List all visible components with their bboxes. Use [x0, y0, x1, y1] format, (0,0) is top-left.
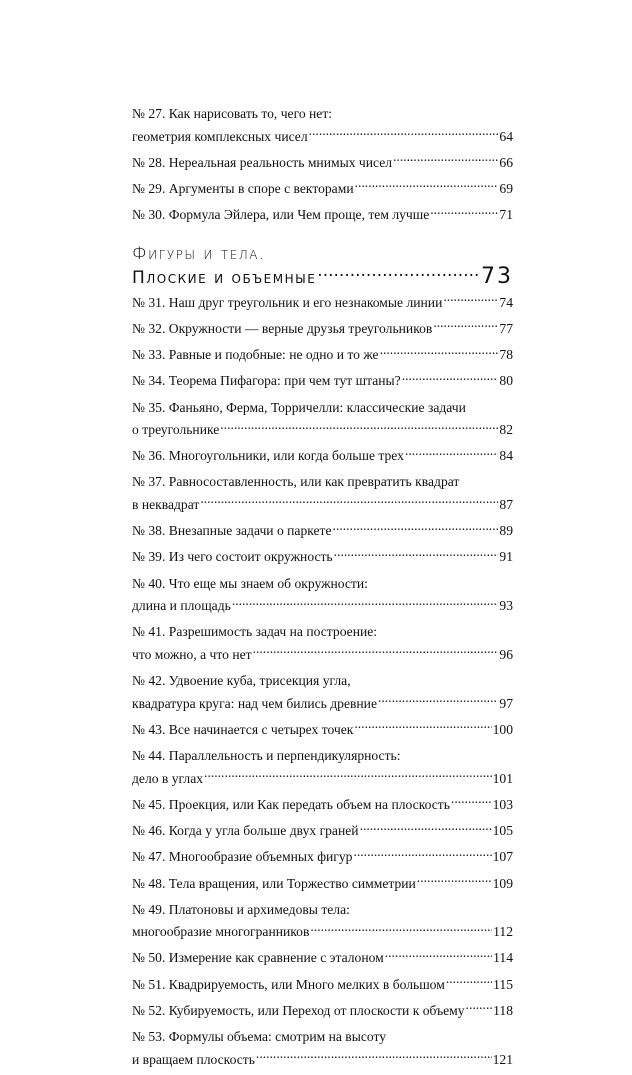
toc-entry-row: [132, 494, 513, 517]
toc-entry-title: № 28. Нереальная реальность мнимых чисел: [132, 154, 393, 170]
toc-entry: [132, 670, 513, 715]
toc-entry-title: № 31. Наш друг треугольник и его незнакомые линии: [132, 294, 443, 310]
toc-entry: [132, 520, 513, 543]
toc-entry-title-line: № 40. Что еще мы знаем об окружности:: [132, 575, 368, 591]
toc-entry-row: [132, 292, 513, 315]
toc-entry-title: что можно, а что нет: [132, 647, 252, 662]
toc-entry-row: [132, 794, 513, 817]
toc-entry-title: № 45. Проекция, или Как передать объем на плоскость: [132, 796, 450, 812]
toc-entry-title: № 52. Кубируемость, или Переход от плоскости к объему: [132, 1002, 465, 1018]
toc-entry-title: и вращаем плоскость: [132, 1051, 255, 1067]
toc-page-number: 69: [499, 180, 513, 196]
toc-entry-title-line: № 27. Как нарисовать то, чего нет:: [132, 106, 333, 121]
toc-page-number: 87: [499, 497, 513, 513]
toc-page-number: 64: [499, 128, 513, 144]
toc-entry-title: дело в углах: [132, 770, 204, 786]
toc-page-number: 84: [499, 448, 513, 464]
toc-page-number: 82: [499, 422, 513, 438]
toc-entry: [132, 445, 513, 468]
toc-page-number: 93: [499, 598, 513, 614]
toc-page-number: 100: [492, 721, 513, 737]
toc-entry: [132, 292, 513, 315]
toc-entry-row: [132, 873, 513, 896]
leader-dots: [430, 206, 498, 220]
leader-dots: [200, 495, 498, 509]
toc-page-number: 66: [499, 154, 513, 170]
toc-entry: [132, 397, 513, 442]
toc-entry-title: № 46. Когда у угла больше двух граней: [132, 823, 359, 839]
leader-dots: [354, 720, 491, 734]
toc-entry-title: № 38. Внезапные задачи о паркете: [132, 523, 332, 539]
toc-page-number: 97: [499, 695, 513, 711]
toc-entry-title-line: № 44. Параллельность и перпендикулярность:: [132, 748, 401, 764]
leader-dots: [466, 1001, 493, 1015]
toc-entry-title: № 48. Тела вращения, или Торжество симметрии: [132, 875, 416, 891]
toc-entry-title: длина и площадь: [132, 598, 231, 614]
toc-entry-title: в неквадрат: [132, 497, 200, 513]
toc-entry-row: [132, 693, 513, 716]
toc-entry-row: [132, 921, 513, 944]
toc-page-number: 101: [492, 770, 513, 786]
leader-dots: [256, 1050, 492, 1064]
leader-dots: [355, 179, 499, 193]
toc-entry-row: [132, 768, 513, 791]
toc-page-number: 114: [493, 950, 513, 966]
toc-entry: [132, 546, 513, 569]
toc-entry-title: № 32. Окружности — верные друзья треугольников: [132, 320, 433, 336]
leader-dots: [232, 597, 499, 611]
toc-page-number: 89: [499, 523, 513, 539]
toc-entry-row: [132, 974, 513, 997]
toc-entry: [132, 204, 513, 227]
toc-entry-row: [132, 644, 513, 667]
section-title-line1: Фигуры и тела.: [132, 243, 266, 264]
toc-entry-row: [132, 1049, 513, 1072]
section-title-line2: Плоские и объемные: [132, 267, 317, 288]
leader-dots: [360, 822, 492, 836]
leader-dots: [310, 923, 492, 937]
leader-dots: [317, 266, 480, 283]
toc-page-number: 91: [499, 549, 513, 565]
toc-entry-row: [132, 370, 513, 393]
leader-dots: [353, 848, 491, 862]
toc-entry-row: [132, 419, 513, 442]
leader-dots: [334, 548, 499, 562]
toc-page-number: 121: [492, 1051, 513, 1067]
toc-entry-row: [132, 445, 513, 468]
toc-entry-row: [132, 1000, 513, 1023]
toc-entry-title: № 33. Равные и подобные: не одно и то же: [132, 347, 379, 363]
leader-dots: [393, 153, 498, 167]
toc-entry-row: [132, 719, 513, 742]
section-title-row: [132, 265, 513, 290]
toc-entry-row: [132, 595, 513, 618]
toc-entry-title-line: № 41. Разрешимость задач на построение:: [132, 624, 378, 640]
toc-entry: [132, 947, 513, 970]
toc-entry-row: [132, 152, 513, 175]
toc-entry-title: № 36. Многоугольники, или когда больше трех: [132, 448, 404, 464]
table-of-contents: [132, 103, 513, 1075]
toc-page-number: 77: [499, 320, 513, 336]
leader-dots: [405, 447, 498, 461]
toc-entry: [132, 573, 513, 618]
toc-entry: [132, 745, 513, 790]
toc-entry-row: [132, 846, 513, 869]
toc-entry-row: [132, 204, 513, 227]
toc-entry-row: [132, 520, 513, 543]
toc-entry-title: многообразие многогранников: [132, 924, 310, 940]
toc-entry: [132, 899, 513, 944]
leader-dots: [417, 874, 492, 888]
leader-dots: [443, 293, 498, 307]
leader-dots: [451, 795, 492, 809]
toc-entry: [132, 344, 513, 367]
toc-entry: [132, 794, 513, 817]
toc-entry-row: [132, 947, 513, 970]
leader-dots: [402, 372, 499, 386]
leader-dots: [253, 645, 499, 659]
section-heading: [132, 243, 513, 290]
toc-entry: [132, 873, 513, 896]
toc-page-number: 105: [492, 823, 513, 839]
leader-dots: [204, 769, 492, 783]
toc-entry-row: [132, 820, 513, 843]
leader-dots: [378, 694, 498, 708]
leader-dots: [385, 949, 492, 963]
toc-entry: [132, 621, 513, 666]
toc-page-number: 103: [492, 796, 513, 812]
toc-entry-title-line: № 53. Формулы объема: смотрим на высоту: [132, 1029, 387, 1045]
toc-page-number: 112: [493, 924, 513, 940]
toc-entry: [132, 719, 513, 742]
toc-entry: [132, 103, 513, 148]
toc-entry-title: № 50. Измерение как сравнение с эталоном: [132, 950, 384, 966]
leader-dots: [380, 346, 499, 360]
toc-entry-row: [132, 318, 513, 341]
toc-entry-title-line: № 35. Фаньяно, Ферма, Торричелли: классические задачи: [132, 399, 466, 415]
toc-entry: [132, 820, 513, 843]
leader-dots: [433, 319, 498, 333]
toc-entry: [132, 974, 513, 997]
toc-entry-title: № 30. Формула Эйлера, или Чем проще, тем лучше: [132, 207, 430, 223]
toc-entry-title: о треугольнике: [132, 422, 220, 438]
toc-entry-title: квадратура круга: над чем бились древние: [132, 695, 377, 711]
toc-entry-title: № 47. Многообразие объемных фигур: [132, 849, 353, 865]
toc-group-complex-numbers: [132, 103, 513, 227]
section-page-number: 73: [481, 263, 513, 289]
toc-entry: [132, 846, 513, 869]
toc-page-number: 109: [492, 875, 513, 891]
toc-entry-title: № 34. Теорема Пифагора: при чем тут штаны?: [132, 373, 401, 389]
toc-entry-title-line: № 49. Платоновы и архимедовы тела:: [132, 901, 350, 917]
toc-entry: [132, 318, 513, 341]
toc-entry: [132, 1026, 513, 1071]
toc-entry-title: геометрия комплексных чисел: [132, 128, 308, 144]
toc-entry-title: № 51. Квадрируемость, или Много мелких в большом: [132, 976, 445, 992]
toc-page-number: 118: [493, 1002, 513, 1018]
toc-group-figures: [132, 292, 513, 1071]
leader-dots: [446, 975, 492, 989]
toc-entry-title-line: № 37. Равносоставленность, или как превратить квадрат: [132, 474, 460, 490]
toc-page-number: 80: [499, 373, 513, 389]
toc-entry: [132, 152, 513, 175]
toc-page-number: 96: [499, 647, 513, 662]
toc-entry-row: [132, 546, 513, 569]
toc-entry-title: № 39. Из чего состоит окружность: [132, 549, 333, 565]
leader-dots: [309, 127, 499, 141]
toc-page-number: 74: [499, 294, 513, 310]
toc-entry: [132, 178, 513, 201]
leader-dots: [333, 522, 499, 536]
toc-entry: [132, 1000, 513, 1023]
toc-entry-title-line: № 42. Удвоение куба, трисекция угла,: [132, 673, 351, 689]
leader-dots: [220, 421, 498, 435]
toc-page-number: 115: [493, 976, 513, 992]
toc-page-number: 107: [492, 849, 513, 865]
toc-entry-row: [132, 126, 513, 149]
toc-entry-row: [132, 344, 513, 367]
toc-entry-row: [132, 178, 513, 201]
toc-entry: [132, 370, 513, 393]
toc-entry-title: № 29. Аргументы в споре с векторами: [132, 180, 354, 196]
toc-page-number: 78: [499, 347, 513, 363]
toc-entry: [132, 471, 513, 516]
toc-page-number: 71: [499, 207, 513, 223]
toc-entry-title: № 43. Все начинается с четырех точек: [132, 721, 354, 737]
